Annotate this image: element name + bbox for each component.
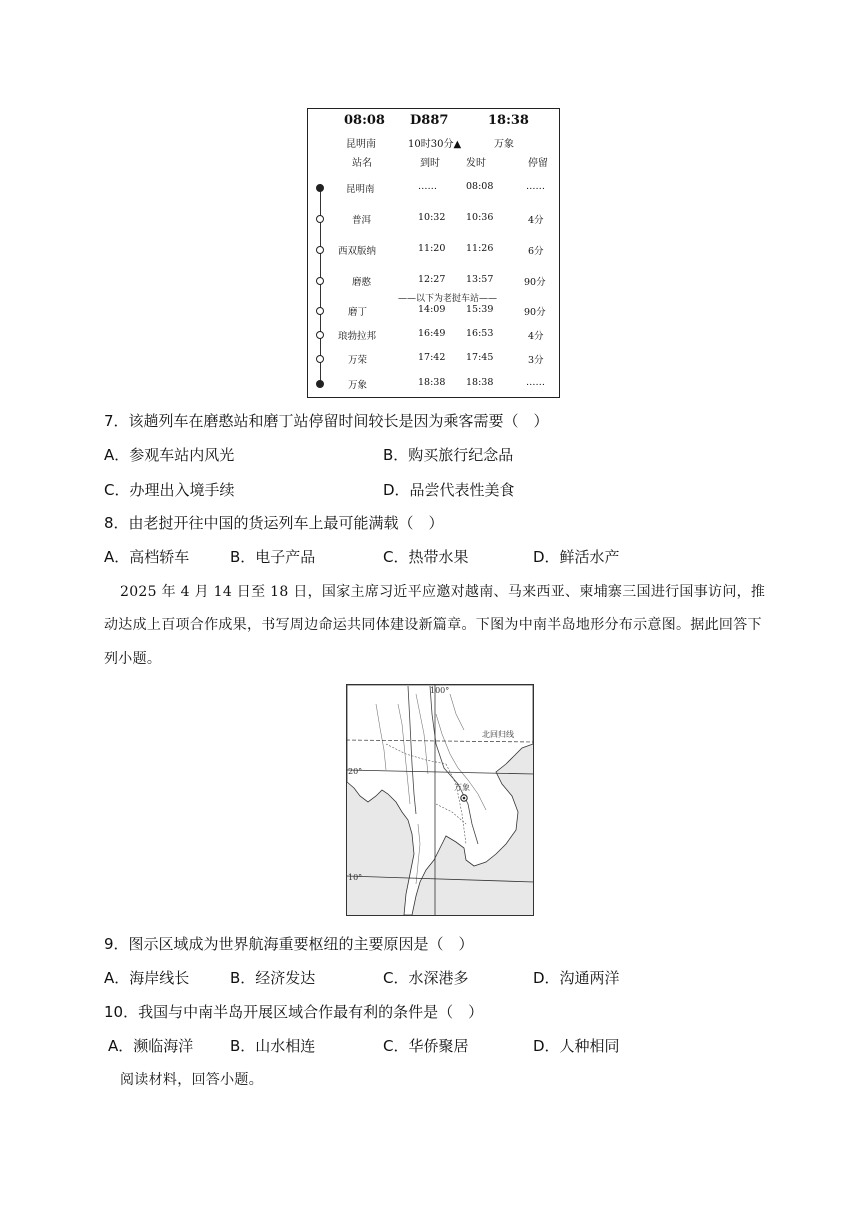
timetable-row: 磨丁 14:09 15:39 90分 (308, 304, 559, 318)
station-dot-icon (316, 215, 324, 223)
question-10-stem: 10．我国与中南半岛开展区域合作最有利的条件是（ ） (104, 1003, 484, 1021)
q10-option-b[interactable]: B．山水相连 (230, 1037, 316, 1055)
timetable-row: 西双版纳 11:20 11:26 6分 (308, 243, 559, 257)
timetable-row: 琅勃拉邦 16:49 16:53 4分 (308, 328, 559, 342)
passage-line-2: 动达成上百项合作成果，书写周边命运共同体建设新篇章。下图为中南半岛地形分布示意图。据此回答下 (104, 617, 762, 633)
tropic-label: 北回归线 (482, 730, 514, 739)
lat-10-label: 10° (348, 873, 363, 882)
col-header-stay: 停留 (528, 158, 548, 169)
meridian-label: 100° (430, 686, 450, 695)
trip-duration: 10时30分▲ (408, 139, 462, 150)
reading-instruction: 阅读材料，回答小题。 (120, 1072, 263, 1088)
q10-option-c[interactable]: C．华侨聚居 (383, 1037, 469, 1055)
terminal-dot-icon (316, 184, 324, 192)
station-dot-icon (316, 355, 324, 363)
q9-option-c[interactable]: C．水深港多 (383, 969, 469, 987)
question-8-stem: 8．由老挝开往中国的货运列车上最可能满载（ ） (104, 514, 444, 532)
timetable-row: 万荣 17:42 17:45 3分 (308, 352, 559, 366)
train-number: D887 (410, 113, 449, 128)
laos-border-note: ——以下为老挝车站—— (398, 294, 498, 304)
q8-option-a[interactable]: A．高档轿车 (104, 548, 190, 566)
question-7-stem: 7．该趟列车在磨憨站和磨丁站停留时间较长是因为乘客需要（ ） (104, 412, 549, 430)
passage-line-3: 列小题。 (104, 651, 162, 667)
q9-option-a[interactable]: A．海岸线长 (104, 969, 190, 987)
lat-20-label: 20° (348, 767, 363, 776)
q7-option-d[interactable]: D．品尝代表性美食 (383, 481, 515, 499)
station-dot-icon (316, 307, 324, 315)
q10-option-d[interactable]: D．人种相同 (533, 1037, 620, 1055)
q7-option-a[interactable]: A．参观车站内风光 (104, 446, 235, 464)
train-timetable-figure (307, 108, 560, 398)
q7-option-b[interactable]: B．购买旅行纪念品 (383, 446, 514, 464)
q10-option-a[interactable]: A．濒临海洋 (108, 1037, 194, 1055)
q8-option-d[interactable]: D．鲜活水产 (533, 548, 620, 566)
col-header-station: 站名 (352, 158, 372, 169)
col-header-depart: 发时 (466, 158, 486, 169)
q8-option-c[interactable]: C．热带水果 (383, 548, 469, 566)
timetable-row: 万象 18:38 18:38 …… (308, 377, 559, 391)
q8-option-b[interactable]: B．电子产品 (230, 548, 316, 566)
question-9-stem: 9．图示区域成为世界航海重要枢纽的主要原因是（ ） (104, 935, 474, 953)
city-label: 万象 (454, 783, 470, 792)
q9-option-b[interactable]: B．经济发达 (230, 969, 316, 987)
timetable-row: 普洱 10:32 10:36 4分 (308, 212, 559, 226)
terminal-dot-icon (316, 380, 324, 388)
station-dot-icon (316, 246, 324, 254)
station-dot-icon (316, 331, 324, 339)
q7-option-c[interactable]: C．办理出入境手续 (104, 481, 235, 499)
passage-line-1: 2025 年 4 月 14 日至 18 日，国家主席习近平应邀对越南、马来西亚、柬埔寨三国进行国事访问，推 (120, 584, 766, 600)
indochina-terrain-map (346, 684, 534, 916)
timetable-row: 磨憨 12:27 13:57 90分 (308, 274, 559, 288)
station-dot-icon (316, 277, 324, 285)
arrival-time: 18:38 (488, 113, 529, 128)
col-header-arrive: 到时 (420, 158, 440, 169)
origin-station: 昆明南 (346, 139, 376, 150)
timetable-row: 昆明南 …… 08:08 …… (308, 181, 559, 195)
q9-option-d[interactable]: D．沟通两洋 (533, 969, 620, 987)
destination-station: 万象 (494, 139, 514, 150)
departure-time: 08:08 (344, 113, 385, 128)
